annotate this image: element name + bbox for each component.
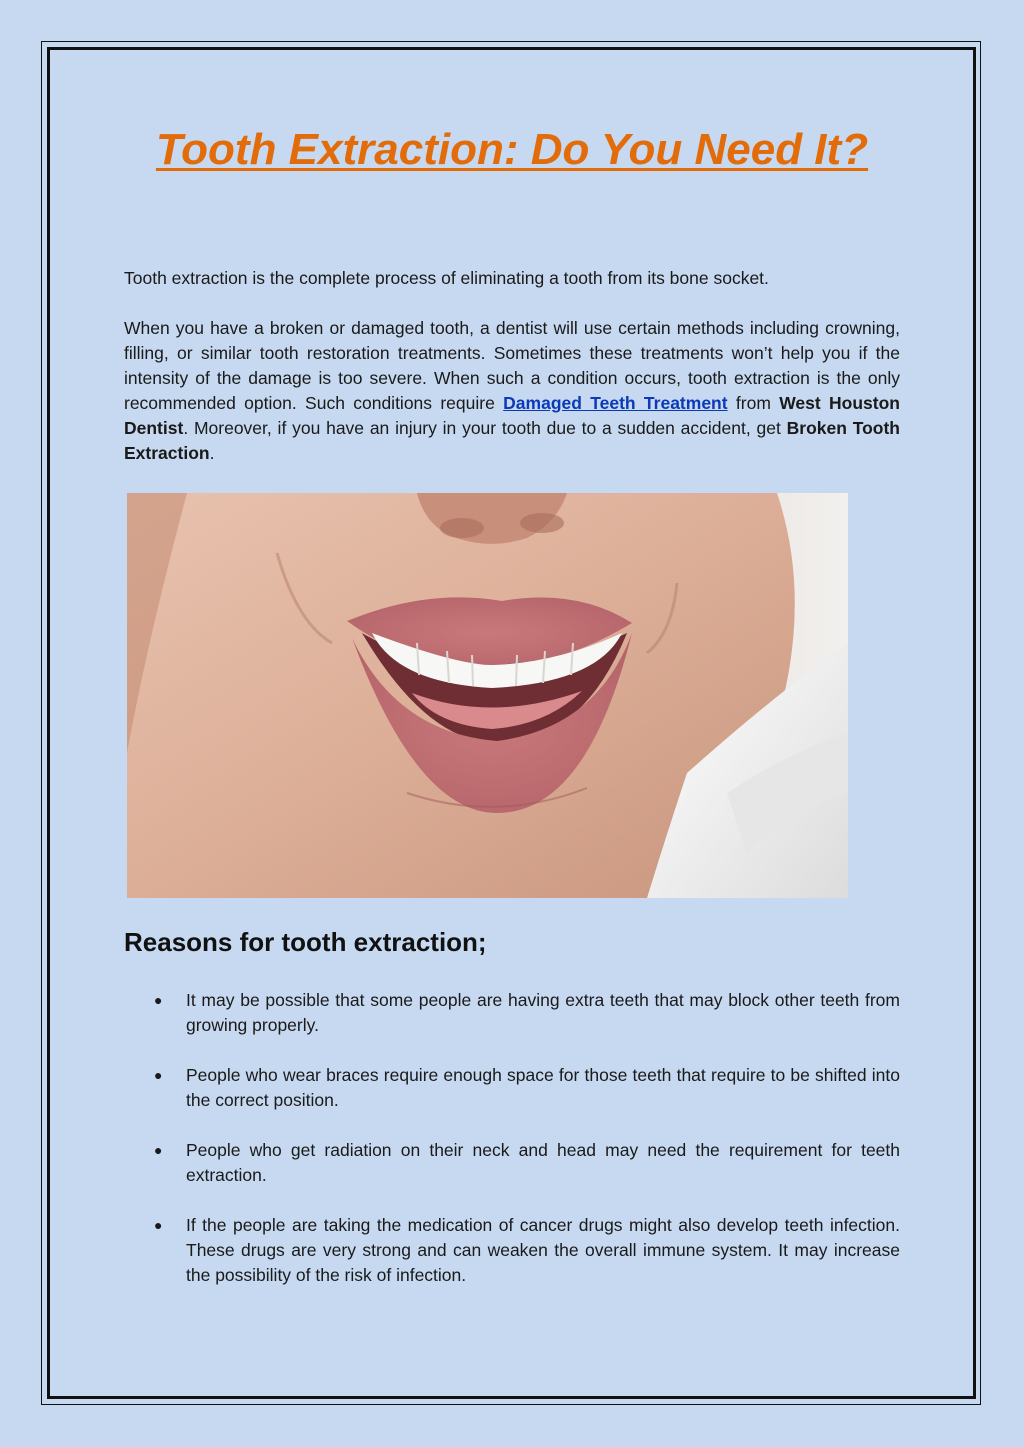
bullet-icon: ● bbox=[154, 992, 163, 1008]
page-title-text: Tooth Extraction: Do You Need It? bbox=[155, 125, 869, 174]
list-item bbox=[124, 988, 900, 1038]
intro-paragraph: Tooth extraction is the complete process of eliminating a tooth from its bone socket. bbox=[124, 268, 769, 288]
damaged-teeth-treatment-link[interactable]: Damaged Teeth Treatment bbox=[503, 393, 728, 413]
smile-photo bbox=[127, 493, 848, 898]
smile-illustration bbox=[127, 493, 848, 898]
west-houston-dentist-bold: West Houston Dentist bbox=[124, 393, 900, 438]
bullet-icon: ● bbox=[154, 1067, 163, 1083]
list-item bbox=[124, 1213, 900, 1288]
bullet-icon: ● bbox=[154, 1217, 163, 1233]
body-text-2: from bbox=[727, 393, 780, 413]
reason-text: If the people are taking the medication of cancer drugs might also develop teeth infection. These drugs are very strong and can weaken the overall immune system. It may increase the possibility of the risk of infection. bbox=[186, 1215, 900, 1285]
body-text-4: . bbox=[209, 443, 215, 463]
reasons-heading: Reasons for tooth extraction; bbox=[124, 927, 487, 957]
reason-text: It may be possible that some people are having extra teeth that may block other teeth from growing properly. bbox=[186, 990, 900, 1035]
page-title bbox=[0, 122, 1024, 178]
list-item bbox=[124, 1138, 900, 1188]
reason-text: People who wear braces require enough space for those teeth that require to be shifted into the correct position. bbox=[186, 1065, 900, 1110]
body-text-1: When you have a broken or damaged tooth, a dentist will use certain methods including crowning, filling, or similar tooth restoration treatments. Sometimes these treatments won’t help you if the intensity of the damage is too severe. When such a condition occurs, tooth extraction is the only recommended option. Such conditions require bbox=[124, 318, 900, 413]
reasons-list bbox=[124, 988, 900, 1313]
body-paragraph bbox=[124, 316, 900, 466]
body-text-3: . Moreover, if you have an injury in your tooth due to a sudden accident, get bbox=[183, 418, 787, 438]
bullet-icon: ● bbox=[154, 1142, 163, 1158]
reason-text: People who get radiation on their neck and head may need the requirement for teeth extraction. bbox=[186, 1140, 900, 1185]
broken-tooth-extraction-bold: Broken Tooth Extraction bbox=[124, 418, 900, 463]
list-item bbox=[124, 1063, 900, 1113]
